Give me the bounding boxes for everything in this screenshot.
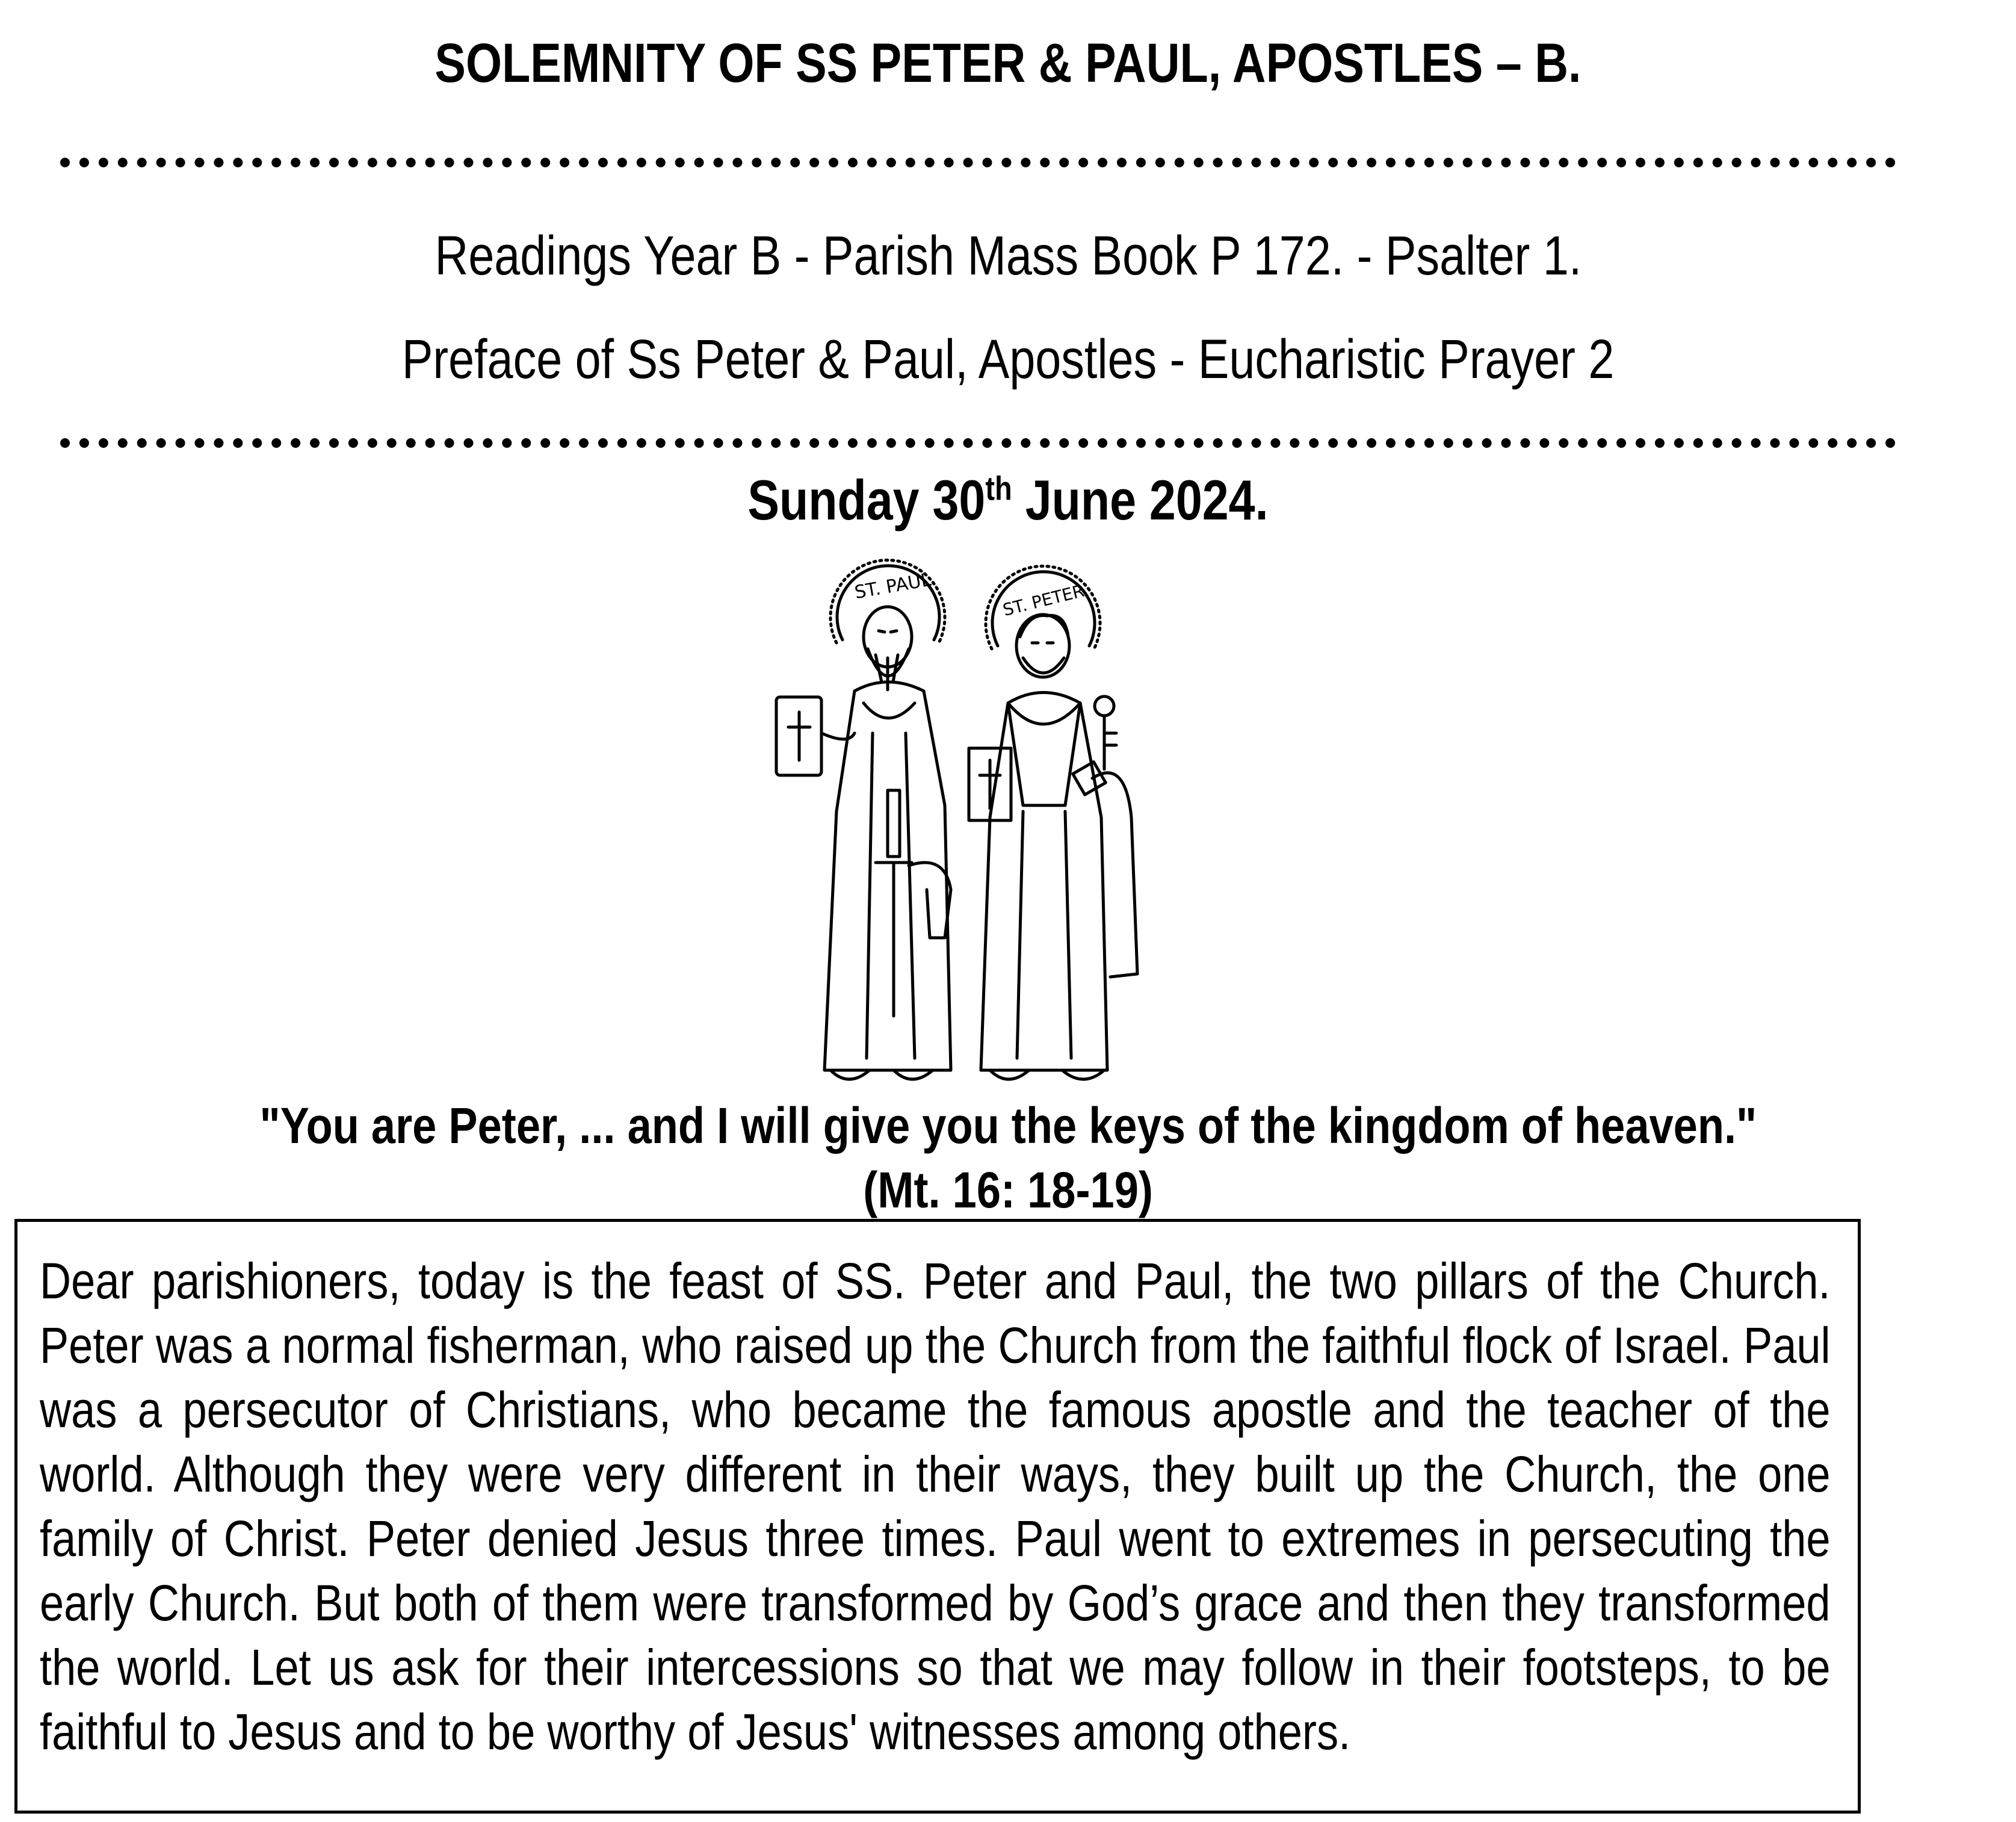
preface-line: Preface of Ss Peter & Paul, Apostles - Eucharistic Prayer 2 — [401, 329, 1615, 390]
halo-label-paul: ST. PAUL — [853, 569, 933, 604]
dotted-divider-top — [60, 158, 1896, 167]
halo-label-peter: ST. PETER — [1001, 580, 1087, 621]
page-title: SOLEMNITY OF SS PETER & PAUL, APOSTLES – B. — [434, 33, 1582, 94]
scripture-quote: "You are Peter, ... and I will give you the keys of the kingdom of heaven." — [259, 1097, 1757, 1154]
message-paragraph: Dear parishioners, today is the feast of SS. Peter and Paul, the two pillars of the Church. Peter was a normal fisherman, who raised up the Church from the faithful flock of Israel. Paul was a persecutor of Christians, who became the famous apostle and the teacher of the world. Although they were very different in their ways, they built up the Church, the one family of Christ. Peter denied Jesus three times. Paul went to extremes in persecuting the early Church. But both of them were transformed by God’s grace and then they transformed the world. Let us ask for their intercessions so that we may follow in their footsteps, to be faithful to Jesus and to be worthy of Jesus' witnesses among others. — [40, 1253, 1831, 1760]
scripture-citation: (Mt. 16: 18-19) — [863, 1162, 1153, 1218]
dotted-divider-bottom — [60, 438, 1896, 448]
saints-illustration — [764, 553, 1198, 1091]
readings-line: Readings Year B - Parish Mass Book P 172. - Psalter 1. — [434, 225, 1582, 287]
date-heading: Sunday 30th June 2024. — [747, 468, 1269, 531]
